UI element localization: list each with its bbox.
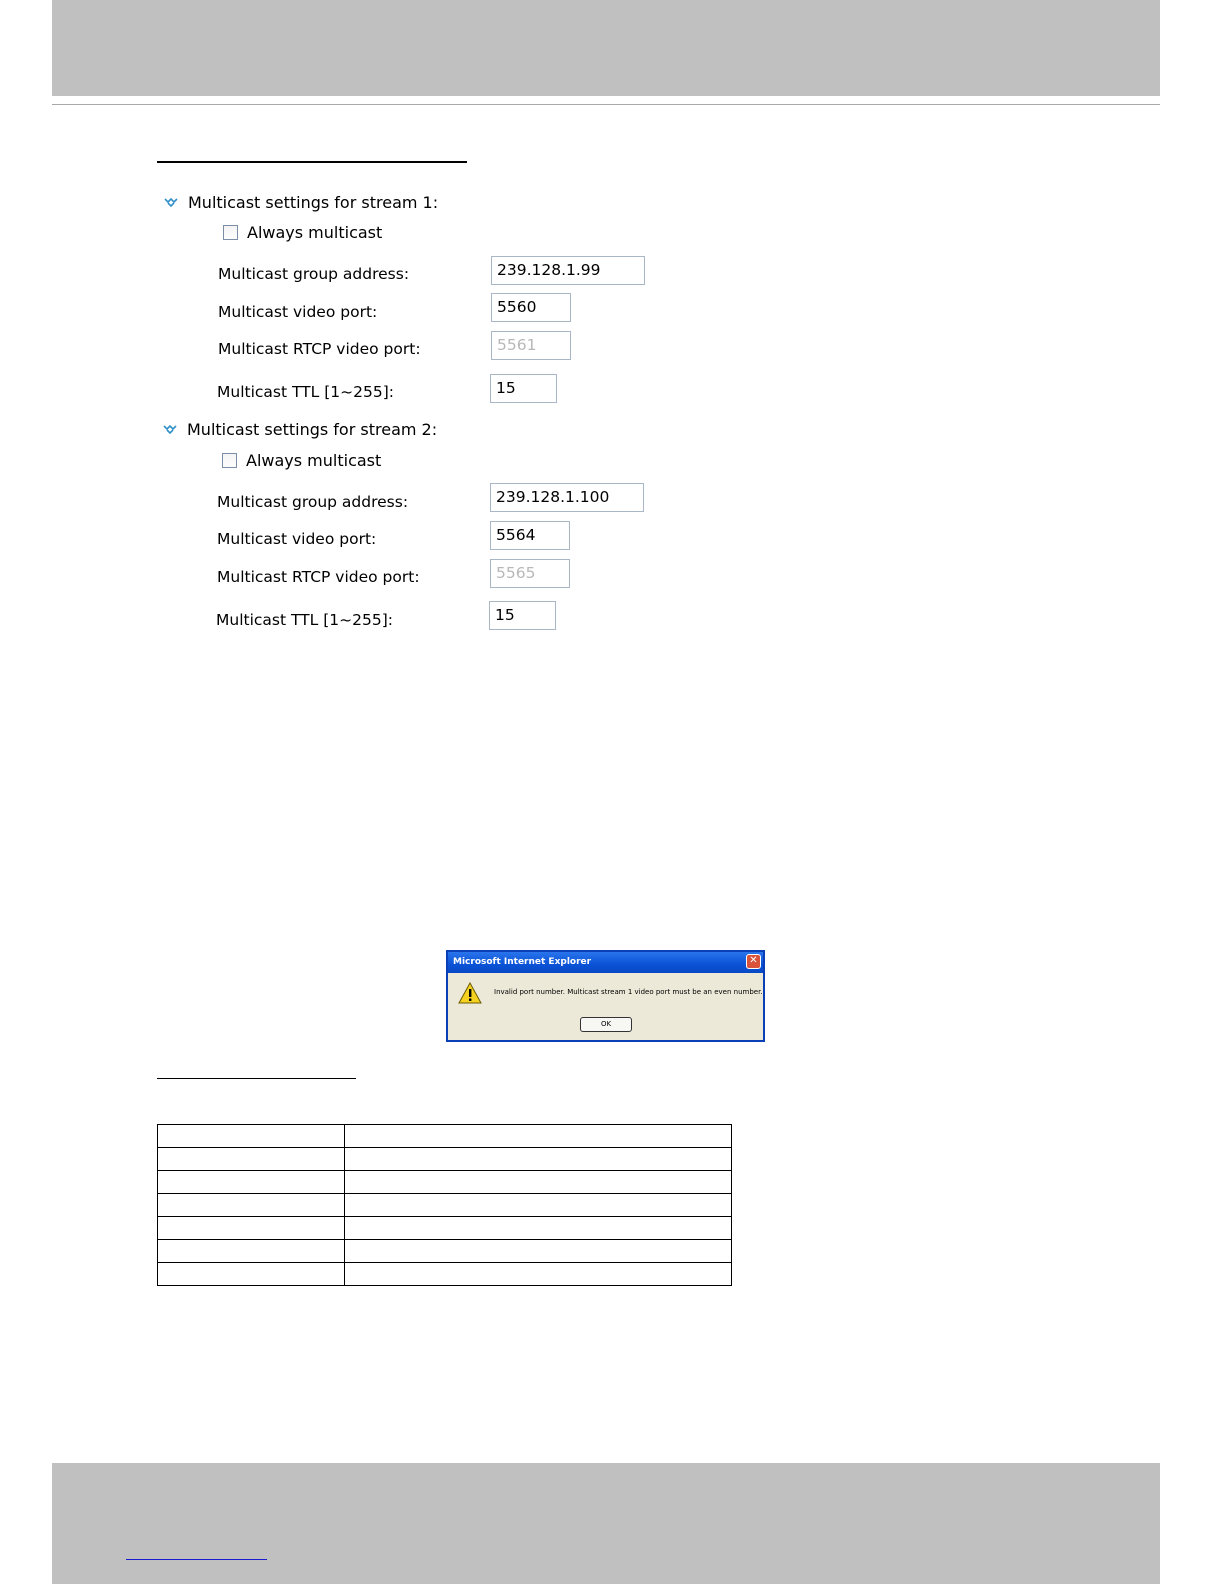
data-table [157, 1124, 732, 1286]
rtcp-port-label: Multicast RTCP video port: [218, 340, 421, 358]
table-cell-key [158, 1125, 345, 1148]
always-multicast-checkbox[interactable] [222, 453, 237, 468]
page-footer-bar [52, 1463, 1160, 1584]
table-cell-key [158, 1171, 345, 1194]
ttl-label: Multicast TTL [1~255]: [216, 611, 393, 629]
table-cell-key [158, 1194, 345, 1217]
rtcp-port-input: 5565 [490, 559, 570, 588]
header-divider [52, 104, 1160, 105]
rtcp-port-input: 5561 [491, 331, 571, 360]
video-port-input[interactable]: 5560 [491, 293, 571, 322]
video-port-label: Multicast video port: [218, 303, 378, 321]
alert-dialog [446, 950, 765, 1042]
table-cell-value [345, 1263, 732, 1286]
table-row [158, 1194, 732, 1217]
table-row [158, 1217, 732, 1240]
always-multicast-checkbox[interactable] [223, 225, 238, 240]
video-port-input[interactable]: 5564 [490, 521, 570, 550]
subsection-heading-rule [157, 1078, 356, 1079]
checkbox-label: Always multicast [247, 223, 383, 242]
dialog-title: Microsoft Internet Explorer [453, 957, 592, 967]
table-cell-value [345, 1148, 732, 1171]
stream2-always-multicast[interactable] [222, 451, 381, 470]
stream1-always-multicast[interactable] [223, 223, 382, 242]
footer-link-underline[interactable] [126, 1559, 267, 1560]
table-cell-value [345, 1240, 732, 1263]
group-address-label: Multicast group address: [217, 493, 409, 511]
table-row [158, 1240, 732, 1263]
table-cell-value [345, 1171, 732, 1194]
table-cell-value [345, 1217, 732, 1240]
table-row [158, 1148, 732, 1171]
group-address-input[interactable]: 239.128.1.99 [491, 256, 645, 285]
table-row [158, 1263, 732, 1286]
rtcp-port-label: Multicast RTCP video port: [217, 568, 420, 586]
table-row [158, 1171, 732, 1194]
ok-button[interactable]: OK [580, 1017, 632, 1032]
table-row [158, 1125, 732, 1148]
dialog-message: Invalid port number. Multicast stream 1 video port must be an even number. [494, 988, 763, 996]
stream2-group-title: Multicast settings for stream 2: [187, 420, 438, 439]
table-cell-value [345, 1125, 732, 1148]
table-cell-value [345, 1194, 732, 1217]
table-cell-key [158, 1263, 345, 1286]
ttl-label: Multicast TTL [1~255]: [217, 383, 394, 401]
ttl-input[interactable]: 15 [490, 374, 557, 403]
checkbox-label: Always multicast [246, 451, 382, 470]
chevron-down-icon[interactable] [163, 197, 179, 209]
table-cell-key [158, 1148, 345, 1171]
chevron-down-icon[interactable] [162, 424, 178, 436]
dialog-titlebar [448, 952, 763, 973]
close-icon[interactable]: ✕ [746, 954, 761, 969]
table-cell-key [158, 1240, 345, 1263]
group-address-input[interactable]: 239.128.1.100 [490, 483, 644, 512]
stream1-group-title: Multicast settings for stream 1: [188, 193, 439, 212]
page-header-bar [52, 0, 1160, 96]
group-address-label: Multicast group address: [218, 265, 410, 283]
warning-icon [458, 982, 482, 1004]
ttl-input[interactable]: 15 [489, 601, 556, 630]
table-cell-key [158, 1217, 345, 1240]
section-heading-rule [157, 161, 467, 163]
video-port-label: Multicast video port: [217, 530, 377, 548]
